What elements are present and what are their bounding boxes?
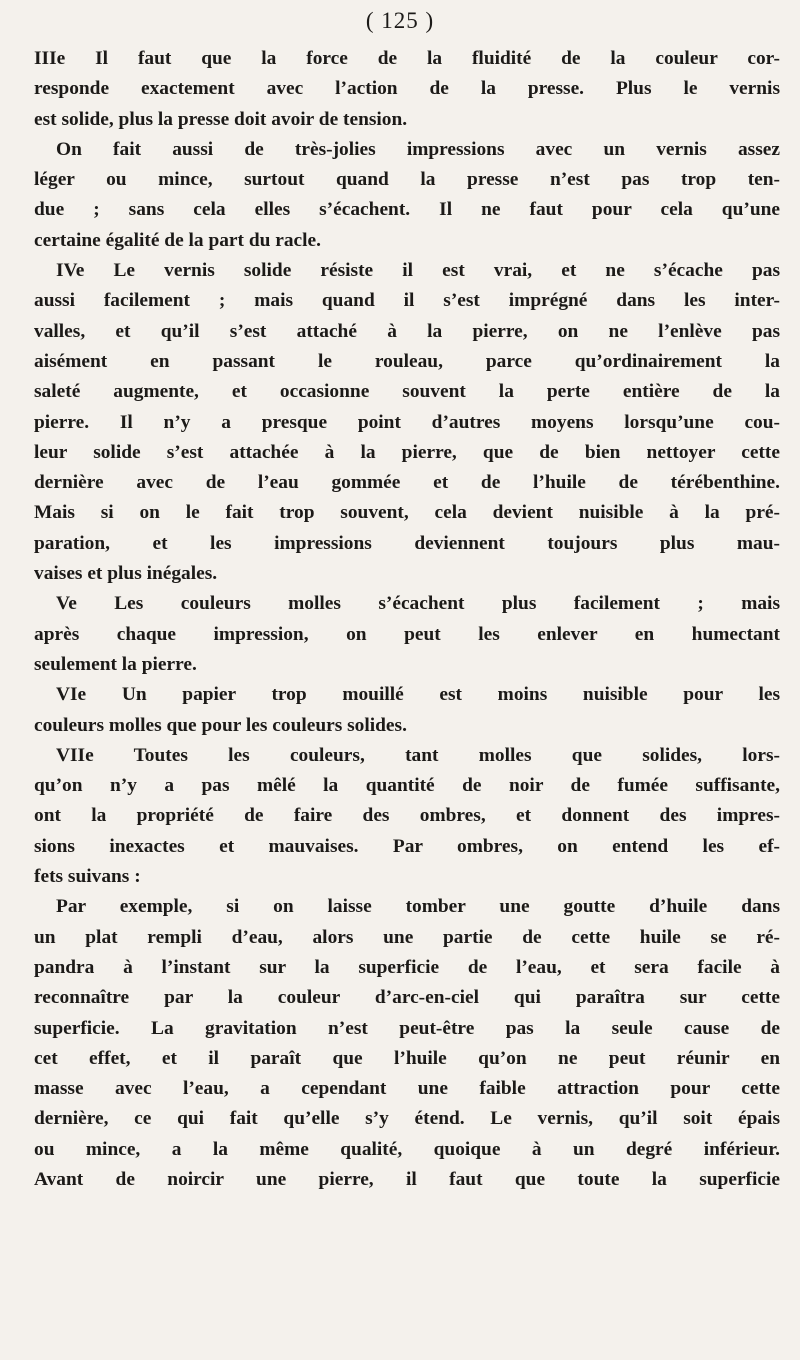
text-line: fets suivans : (34, 866, 141, 888)
text-line: après chaque impression, on peut les enlever en humectant (34, 623, 780, 645)
text-line: VIIe Toutes les couleurs, tant molles que solides, lors- (56, 744, 780, 766)
text-line: ont la propriété de faire des ombres, et donnent des impres- (34, 805, 780, 827)
text-line: qu’on n’y a pas mêlé la quantité de noir de fumée suffisante, (34, 775, 780, 797)
text-line: dernière avec de l’eau gommée et de l’huile de térébenthine. (34, 472, 780, 494)
text-line: Ve Les couleurs molles s’écachent plus facilement ; mais (56, 593, 780, 615)
text-line: ou mince, a la même qualité, quoique à un degré inférieur. (34, 1138, 780, 1160)
text-line: Avant de noircir une pierre, il faut que toute la superficie (34, 1168, 780, 1190)
text-line: IIIe Il faut que la force de la fluidité de la couleur cor- (34, 48, 780, 69)
text-line: VIe Un papier trop mouillé est moins nuisible pour les (56, 684, 780, 706)
text-line: masse avec l’eau, a cependant une faible attraction pour cette (34, 1078, 780, 1100)
text-line: reconnaître par la couleur d’arc-en-ciel qui paraîtra sur cette (34, 987, 780, 1009)
text-line: Mais si on le fait trop souvent, cela devient nuisible à la pré- (34, 502, 780, 524)
text-line: due ; sans cela elles s’écachent. Il ne faut pour cela qu’une (34, 199, 780, 221)
text-line: valles, et qu’il s’est attaché à la pierre, on ne l’enlève pas (34, 320, 780, 342)
page-number: ( 125 ) (365, 8, 435, 33)
text-line: seulement la pierre. (34, 653, 197, 675)
text-line: vaises et plus inégales. (34, 563, 218, 585)
text-line: léger ou mince, surtout quand la presse n’est pas trop ten- (34, 169, 780, 191)
text-line: dernière, ce qui fait qu’elle s’y étend. Le vernis, qu’il soit épais (34, 1108, 780, 1130)
text-line: pierre. Il n’y a presque point d’autres moyens lorsqu’une cou- (34, 411, 780, 433)
text-line: aussi facilement ; mais quand il s’est imprégné dans les inter- (34, 290, 780, 312)
text-line: IVe Le vernis solide résiste il est vrai, et ne s’écache pas (56, 260, 780, 282)
text-line: couleurs molles que pour les couleurs solides. (34, 714, 407, 736)
text-line: leur solide s’est attachée à la pierre, que de bien nettoyer cette (34, 441, 780, 463)
text-line: saleté augmente, et occasionne souvent la perte entière de la (34, 381, 780, 403)
text-line: cet effet, et il paraît que l’huile qu’on ne peut réunir en (34, 1047, 780, 1069)
text-line: paration, et les impressions deviennent toujours plus mau- (34, 532, 780, 554)
text-line: est solide, plus la presse doit avoir de tension. (34, 108, 408, 130)
text-line: un plat rempli d’eau, alors une partie de cette huile se ré- (34, 926, 780, 948)
text-line: aisément en passant le rouleau, parce qu’ordinairement la (34, 350, 780, 372)
text-line: sions inexactes et mauvaises. Par ombres, on entend les ef- (34, 835, 780, 857)
text-line: superficie. La gravitation n’est peut-être pas la seule cause de (34, 1017, 780, 1039)
text-line: On fait aussi de très-jolies impressions avec un vernis assez (56, 138, 780, 160)
text-line: certaine égalité de la part du racle. (34, 229, 322, 251)
text-line: pandra à l’instant sur la superficie de l’eau, et sera facile à (34, 956, 780, 978)
text-line: responde exactement avec l’action de la presse. Plus le vernis (34, 78, 780, 100)
text-line: Par exemple, si on laisse tomber une goutte d’huile dans (56, 896, 780, 918)
body-text (34, 44, 780, 1195)
